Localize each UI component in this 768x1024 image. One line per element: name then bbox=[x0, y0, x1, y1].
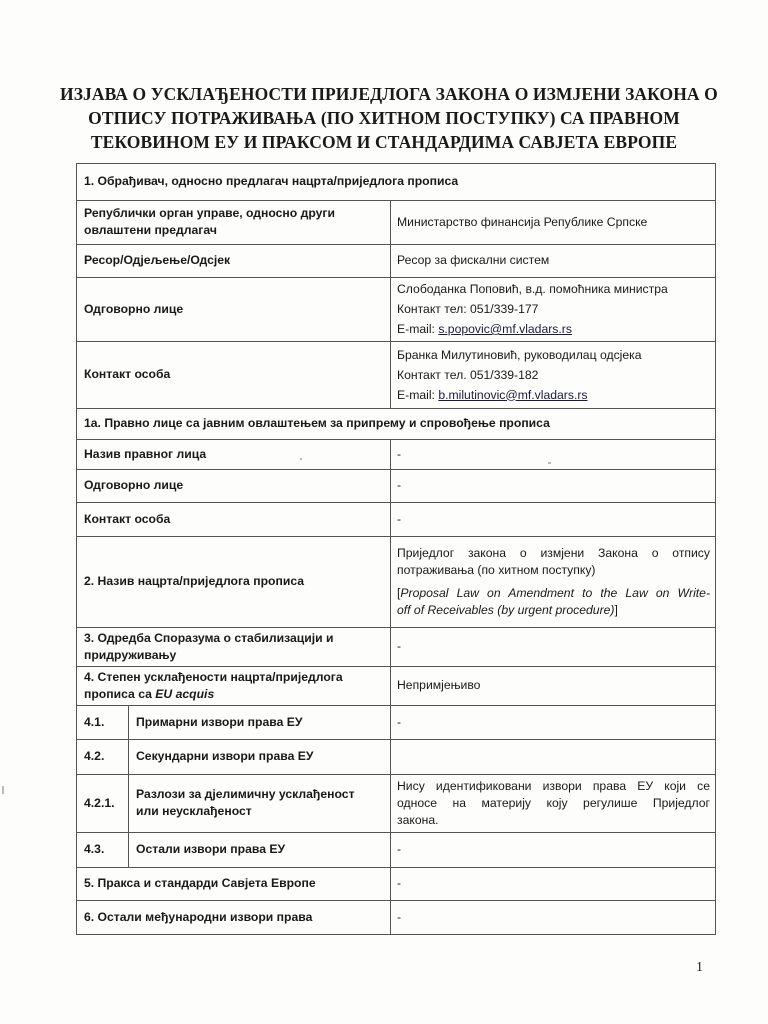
contact-label: Контакт особа bbox=[84, 367, 171, 381]
declaration-table bbox=[76, 163, 716, 935]
section2-label: 2. Назив нацрта/приједлога прописа bbox=[84, 574, 305, 588]
section5-value: - bbox=[397, 876, 402, 890]
section1-header: 1. Обрађивач, односно предлагач нацрта/приједлога прописа bbox=[84, 174, 459, 188]
responsible-label: Одговорно лице bbox=[84, 301, 184, 316]
page-number: 1 bbox=[696, 960, 703, 975]
responsible-name: Слободанка Поповић, в.д. помоћника министра bbox=[397, 282, 668, 296]
section2-english-line-1: [Proposal Law on Amendment to the Law on Write- bbox=[397, 585, 710, 600]
contact-name: Бранка Милутиновић, руководилац одсјека bbox=[397, 347, 642, 362]
title-line-3: ТЕКОВИНОМ ЕУ И ПРАКСОМ И СТАНДАРДИМА САВЈЕТА ЕВРОПЕ bbox=[90, 132, 678, 152]
section6-label: 6. Остали међународни извори права bbox=[84, 909, 313, 924]
organ-label: Републички орган управе, односно други овлаштени предлагач bbox=[84, 206, 335, 237]
row-4-2-value bbox=[390, 739, 716, 774]
row-4-2-1-value: Нису идентификовани извори права ЕУ који се односе на материју коју регулише Приједлог закона. bbox=[397, 778, 710, 827]
section1a-contact-label: Контакт особа bbox=[84, 511, 171, 526]
scan-speck bbox=[300, 458, 302, 460]
resor-value: Ресор за фискални систем bbox=[397, 253, 550, 267]
section4-value: Непримјењиво bbox=[397, 678, 481, 692]
responsible-value: Слободанка Поповић, в.д. помоћника министра Контакт тел: 051/339-177 E-mail: s.popovic@mf.vladars.rs bbox=[390, 277, 716, 341]
section3-value: - bbox=[397, 639, 402, 653]
section1a-header: 1а. Правно лице са јавним овлаштењем за припрему и спровођење прописа bbox=[84, 416, 550, 430]
row-4-2-label: Секундарни извори права ЕУ bbox=[136, 749, 314, 763]
organ-value: Министарство финансија Републике Српске bbox=[397, 214, 648, 229]
resor-label: Ресор/Одјељење/Одсјек bbox=[84, 253, 231, 267]
title-line-1: ИЗЈАВА О УСКЛАЂЕНОСТИ ПРИЈЕДЛОГА ЗАКОНА О ИЗМЈЕНИ ЗАКОНА О bbox=[60, 84, 718, 104]
section2-english-line-2: off of Receivables (by urgent procedure)] bbox=[397, 602, 618, 617]
row-4-1-label: Примарни извори права ЕУ bbox=[136, 714, 303, 729]
row-4-1-number: 4.1. bbox=[84, 714, 105, 729]
row-4-2-1-number: 4.2.1. bbox=[84, 795, 115, 810]
section1a-contact-value: - bbox=[397, 511, 402, 526]
section6-value: - bbox=[397, 909, 402, 924]
row-4-3-label: Остали извори права ЕУ bbox=[136, 842, 286, 856]
row-4-2-number: 4.2. bbox=[84, 749, 105, 763]
responsible-email-link[interactable]: s.popovic@mf.vladars.rs bbox=[438, 322, 572, 336]
section3-label: 3. Одредба Споразума о стабилизацији и придруживању bbox=[84, 630, 334, 662]
contact-value: Бранка Милутиновић, руководилац одсјека Контакт тел. 051/339-182 E-mail: b.milutinovic@mf.vladars.rs bbox=[390, 341, 716, 408]
row-4-3-value: - bbox=[397, 842, 402, 856]
responsible-phone: Контакт тел: 051/339-177 bbox=[397, 302, 539, 316]
section1a-responsible-value: - bbox=[397, 478, 402, 492]
legal-entity-value: - bbox=[397, 446, 402, 461]
section2-value bbox=[390, 536, 716, 627]
title-line-2: ОТПИСУ ПОТРАЖИВАЊА (ПО ХИТНОМ ПОСТУПКУ) СА ПРАВНОМ bbox=[88, 108, 680, 128]
section2-title-line-1: Приједлог закона о измјени Закона о отпису bbox=[397, 545, 710, 560]
legal-entity-label: Назив правног лица bbox=[84, 446, 207, 461]
section2-title-line-2: потраживања (по хитном поступку) bbox=[397, 562, 596, 577]
document-title bbox=[60, 82, 718, 154]
scan-speck bbox=[548, 462, 551, 464]
section5-label: 5. Пракса и стандарди Савјета Европе bbox=[84, 876, 316, 890]
section1a-responsible-label: Одговорно лице bbox=[84, 478, 184, 492]
contact-phone: Контакт тел. 051/339-182 bbox=[397, 367, 539, 382]
contact-email-link[interactable]: b.milutinovic@mf.vladars.rs bbox=[438, 387, 588, 402]
section4-label: 4. Степен усклађености нацрта/приједлога прописа са EU acquis bbox=[84, 669, 343, 701]
row-4-2-1-label: Разлози за дјелимичну усклађеност или неусклађеност bbox=[136, 787, 355, 818]
row-4-1-value: - bbox=[397, 714, 402, 729]
scan-speck bbox=[2, 786, 4, 794]
row-4-3-number: 4.3. bbox=[84, 842, 105, 856]
